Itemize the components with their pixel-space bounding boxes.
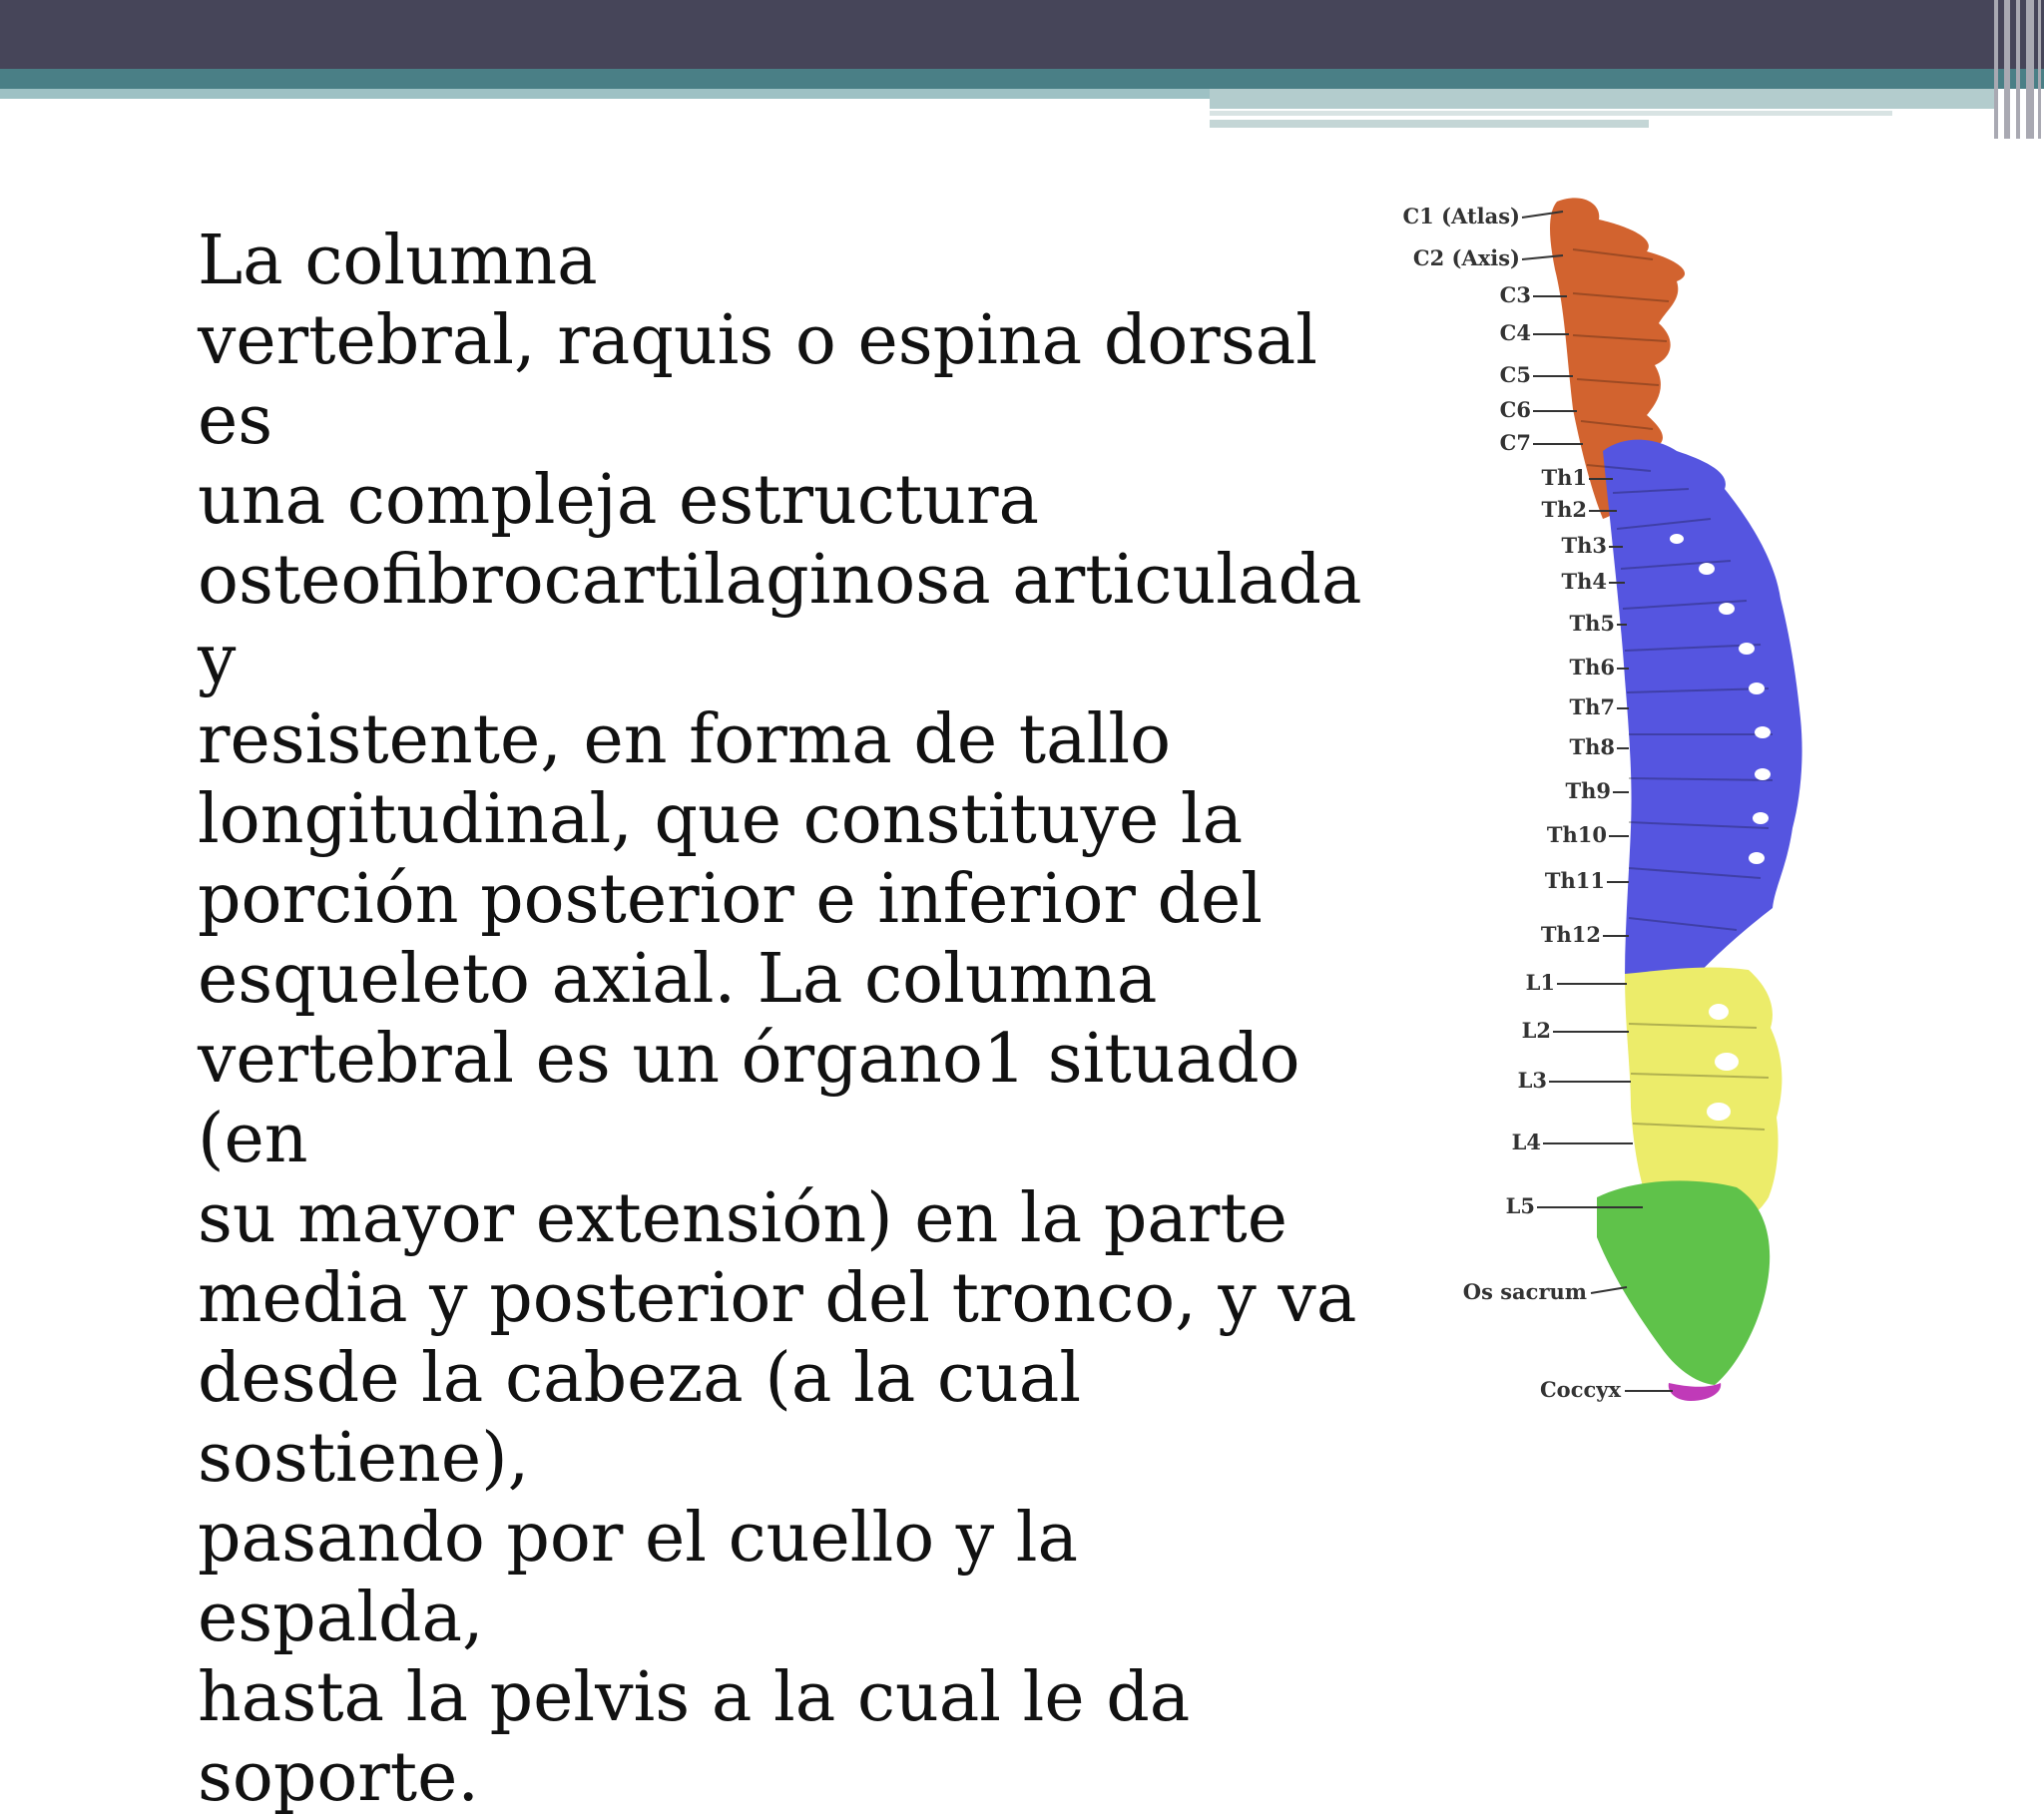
facet-hole bbox=[1749, 852, 1765, 864]
label-th9: Th9 bbox=[1565, 778, 1611, 803]
accent-line bbox=[1210, 89, 1998, 109]
accent-line bbox=[1210, 111, 1892, 116]
label-th2: Th2 bbox=[1541, 497, 1587, 522]
accent-line bbox=[1210, 120, 1649, 128]
spine-illustration bbox=[1377, 190, 1976, 1427]
label-coccyx: Coccyx bbox=[1539, 1377, 1621, 1402]
label-l3: L3 bbox=[1517, 1068, 1547, 1093]
label-c3: C3 bbox=[1499, 282, 1531, 307]
facet-hole bbox=[1739, 643, 1755, 655]
edge-stripe bbox=[2016, 0, 2020, 139]
thoracic-segment bbox=[1603, 440, 1802, 985]
coccyx-segment bbox=[1669, 1383, 1721, 1401]
label-l5: L5 bbox=[1505, 1193, 1535, 1218]
header-band-teal bbox=[0, 69, 2044, 89]
header-band-light bbox=[0, 89, 1210, 99]
label-sacrum: Os sacrum bbox=[1462, 1279, 1587, 1304]
edge-stripe bbox=[2004, 0, 2010, 139]
facet-hole bbox=[1755, 726, 1771, 738]
facet-hole bbox=[1715, 1053, 1739, 1071]
label-th5: Th5 bbox=[1569, 611, 1615, 636]
label-c5: C5 bbox=[1499, 362, 1531, 387]
label-c4: C4 bbox=[1499, 320, 1531, 345]
spine-diagram bbox=[1377, 190, 1976, 1427]
label-th6: Th6 bbox=[1569, 655, 1615, 680]
label-c1: C1 (Atlas) bbox=[1402, 204, 1520, 228]
sacrum-segment bbox=[1597, 1180, 1770, 1385]
leader-line bbox=[1591, 1287, 1627, 1293]
body-paragraph: La columna vertebral, raquis o espina dorsal es una compleja estructura osteofibrocartilaginosa articulada y resistente, en forma de tallo longitudinal, que constituye la porción posterior e inferior del esqueleto axial. La columna vertebral es un órgano1 situado (en su mayor extensión) en la parte media y posterior del tronco, y va desde la cabeza (a la cual sostiene), pasando por el cuello y la espalda, hasta la pelvis a la cual le da soporte. bbox=[198, 222, 1362, 1817]
label-th1: Th1 bbox=[1541, 465, 1587, 490]
label-th8: Th8 bbox=[1569, 734, 1615, 759]
edge-stripe bbox=[1994, 0, 1998, 139]
label-th4: Th4 bbox=[1561, 569, 1607, 594]
label-th10: Th10 bbox=[1546, 822, 1607, 847]
label-c7: C7 bbox=[1499, 430, 1531, 455]
label-th11: Th11 bbox=[1544, 868, 1605, 893]
label-c2: C2 (Axis) bbox=[1412, 245, 1520, 270]
label-l2: L2 bbox=[1521, 1018, 1551, 1043]
facet-hole bbox=[1670, 534, 1684, 544]
label-th7: Th7 bbox=[1569, 694, 1615, 719]
facet-hole bbox=[1719, 603, 1735, 615]
facet-hole bbox=[1749, 682, 1765, 694]
facet-hole bbox=[1755, 768, 1771, 780]
label-th3: Th3 bbox=[1561, 533, 1607, 558]
facet-hole bbox=[1709, 1004, 1729, 1020]
label-l1: L1 bbox=[1525, 970, 1555, 995]
header-band-dark bbox=[0, 0, 2044, 69]
edge-stripe bbox=[2038, 0, 2041, 139]
facet-hole bbox=[1707, 1103, 1731, 1121]
header-accent-lines bbox=[1210, 89, 2044, 139]
facet-hole bbox=[1753, 812, 1769, 824]
facet-hole bbox=[1699, 563, 1715, 575]
label-c6: C6 bbox=[1499, 397, 1531, 422]
edge-stripes bbox=[1988, 0, 2044, 139]
edge-stripe bbox=[2026, 0, 2034, 139]
label-l4: L4 bbox=[1511, 1130, 1541, 1154]
label-th12: Th12 bbox=[1540, 922, 1601, 947]
